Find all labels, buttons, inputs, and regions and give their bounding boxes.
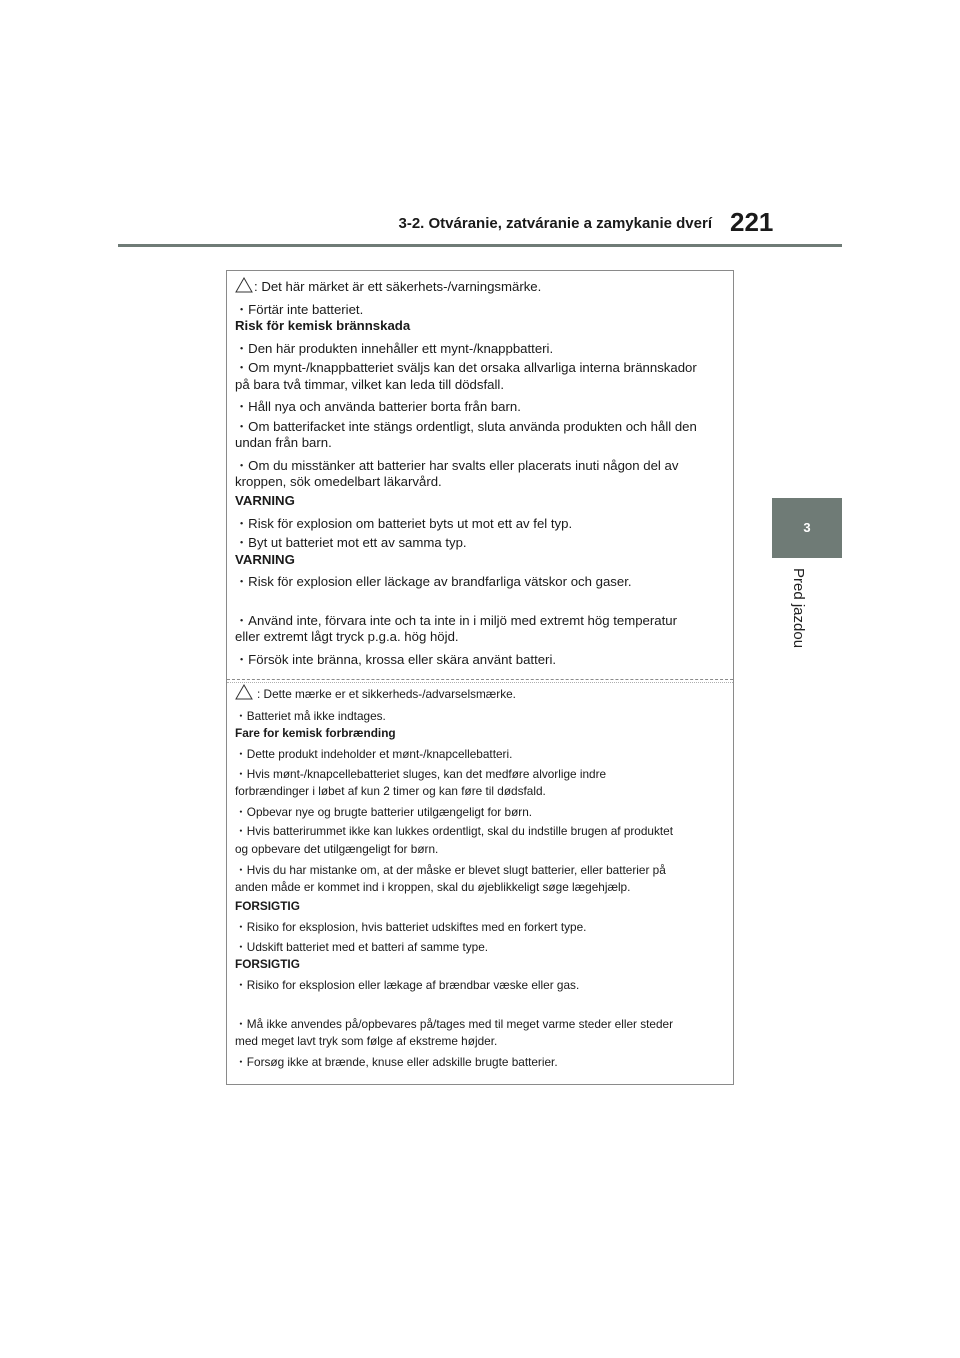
- danish-line: ・Opbevar nye og brugte batterier utilgængeligt for børn.: [235, 805, 533, 819]
- section-divider: [227, 679, 733, 680]
- danish-line: ・Hvis du har mistanke om, at der måske er blevet slugt batterier, eller batterier på: [235, 863, 666, 877]
- swedish-line: kroppen, sök omedelbart läkarvård.: [235, 474, 442, 489]
- danish-heading: Fare for kemisk forbrænding: [235, 726, 396, 740]
- section-divider: [227, 682, 733, 683]
- section-title: 3-2. Otváranie, zatváranie a zamykanie dverí: [398, 215, 712, 232]
- danish-line: forbrændinger i løbet af kun 2 timer og kan føre til dødsfald.: [235, 784, 546, 798]
- danish-heading: FORSIGTIG: [235, 957, 300, 971]
- swedish-line: ・Den här produkten innehåller ett mynt-/knappbatteri.: [235, 341, 554, 356]
- swedish-intro: : Det här märket är ett säkerhets-/varningsmärke.: [254, 279, 542, 294]
- swedish-line: ・Använd inte, förvara inte och ta inte in i miljö med extremt hög temperatur: [235, 613, 677, 628]
- swedish-line: eller extremt lågt tryck p.g.a. hög höjd.: [235, 629, 459, 644]
- swedish-heading: Risk för kemisk brännskada: [235, 318, 411, 333]
- swedish-heading: VARNING: [235, 552, 295, 567]
- danish-line: ・Batteriet må ikke indtages.: [235, 709, 386, 723]
- danish-line: og opbevare det utilgængeligt for børn.: [235, 842, 439, 856]
- page-number: 221: [730, 207, 774, 237]
- caution-triangle-icon: [235, 684, 253, 700]
- swedish-line: ・Risk för explosion eller läckage av brandfarliga vätskor och gaser.: [235, 574, 632, 589]
- swedish-line: ・Om mynt-/knappbatteriet sväljs kan det orsaka allvarliga interna brännskador: [235, 360, 697, 375]
- danish-line: anden måde er kommet ind i kroppen, skal du øjeblikkeligt søge lægehjælp.: [235, 880, 631, 894]
- danish-line: ・Risiko for eksplosion, hvis batteriet udskiftes med en forkert type.: [235, 920, 587, 934]
- swedish-line: ・Försök inte bränna, krossa eller skära använt batteri.: [235, 652, 557, 667]
- danish-line: med meget lavt tryk som følge af ekstreme højder.: [235, 1034, 498, 1048]
- swedish-line: ・Om du misstänker att batterier har svalts eller placerats inuti någon del av: [235, 458, 679, 473]
- swedish-line: ・Håll nya och använda batterier borta från barn.: [235, 399, 521, 414]
- danish-line: ・Udskift batteriet med et batteri af samme type.: [235, 940, 489, 954]
- swedish-line: på bara två timmar, vilket kan leda till dödsfall.: [235, 377, 505, 392]
- swedish-line: ・Risk för explosion om batteriet byts ut mot ett av fel typ.: [235, 516, 573, 531]
- chapter-title: Pred jazdou: [790, 568, 807, 649]
- caution-triangle-icon: [235, 277, 253, 293]
- swedish-line: ・Byt ut batteriet mot ett av samma typ.: [235, 535, 467, 550]
- swedish-line: ・Om batterifacket inte stängs ordentligt, sluta använda produkten och håll den: [235, 419, 697, 434]
- swedish-line: ・Förtär inte batteriet.: [235, 302, 364, 317]
- header-rule: [118, 244, 842, 247]
- danish-line: ・Forsøg ikke at brænde, knuse eller adskille brugte batterier.: [235, 1055, 558, 1069]
- swedish-heading: VARNING: [235, 493, 295, 508]
- battery-warning-box: [226, 270, 734, 1085]
- swedish-line: undan från barn.: [235, 435, 332, 450]
- danish-line: ・Hvis batterirummet ikke kan lukkes ordentligt, skal du indstille brugen af produktet: [235, 824, 673, 838]
- danish-heading: FORSIGTIG: [235, 899, 300, 913]
- danish-line: ・Hvis mønt-/knapcellebatteriet sluges, kan det medføre alvorlige indre: [235, 767, 607, 781]
- danish-line: ・Dette produkt indeholder et mønt-/knapcellebatteri.: [235, 747, 513, 761]
- chapter-number: 3: [803, 520, 811, 535]
- danish-line: ・Risiko for eksplosion eller lækage af brændbar væske eller gas.: [235, 978, 580, 992]
- danish-line: ・Må ikke anvendes på/opbevares på/tages med til meget varme steder eller steder: [235, 1017, 674, 1031]
- danish-intro: : Dette mærke er et sikkerheds-/advarselsmærke.: [257, 687, 516, 701]
- chapter-tab[interactable]: [772, 498, 842, 558]
